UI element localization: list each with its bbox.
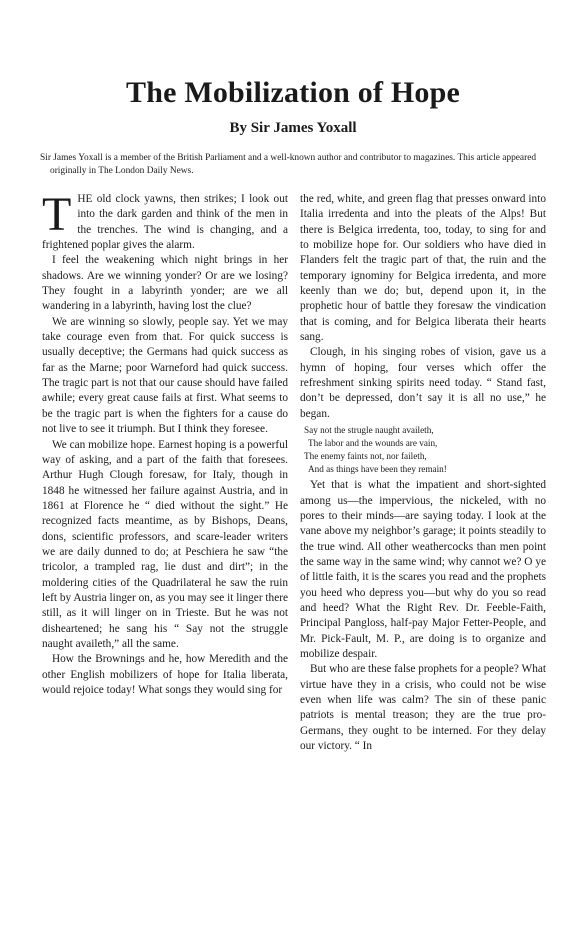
paragraph: the red, white, and green flag that presses onward into Italia irredenta and into the pleats of the Alps! But there is Belgica irredenta, too, today, to sing for and to mobilize hope for. Our soldiers who have died in Flanders felt the tragic part of that, the ruin and the temporary ignominy for Belgica irredenta, and more keenly than we do; but, depend upon it, in the prophetic hour of battle they foresaw the vindication that is coming, and for Belgica liberata their hearts sang.: [300, 193, 546, 344]
verse-quote: [304, 424, 546, 476]
paragraph: Clough, in his singing robes of vision, gave us a hymn of hoping, four verses which offer the refreshment sinking spirits need today. “ Stand fast, don’t be depressed, don’t say it is all no use,” he began.: [300, 346, 546, 420]
paragraph: We can mobilize hope. Earnest hoping is a powerful way of asking, and a part of the faith that foresees. Arthur Hugh Clough foresaw, for Italy, though in 1848 he witnessed her failure against Austria, and in 1861 at Florence he “ died without the sight.” He recognized facts meantime, as by Bishops, Deans, dons, scientific professors, and scare-leader writers we are daily dunned to do; at Peschiera he saw “the tricolor, a trampled rag, lie dust and dirt”; in the moldering cities of the Quadrilateral he saw the ruin left by Austria linger on, as you may see it linger there still, as it will linger on in Trieste. But he was not disheartened; he sang his “ Say not the struggle naught availeth,” all the same.: [42, 438, 288, 650]
article-byline: By Sir James Yoxall: [229, 120, 357, 136]
paragraph-text: HE old clock yawns, then strikes; I look out into the dark garden and think of the men in the trenches. The wind is changing, and a frightened poplar gives the alarm.: [42, 193, 288, 252]
paragraph: But who are these false prophets for a people? What virtue have they in a crisis, who could not be wise even when life was calm? The sin of these panic patriots is mental treason; they are the true pro-Germans, they ought to be interned. For they delay our victory. “ In: [300, 663, 546, 752]
paragraph: Yet that is what the impatient and short-sighted among us—the impervious, the nickeled, with no pores to their minds—are saying today. I look at the vane above my neighbor’s garage; it points steadily to the true wind. All other weathercocks than men point the same way in the same wind; why cannot we? O ye of little faith, it is the scares you read and the prophets you heed who depress you—but why do you so read and heed? What the Right Rev. Dr. Feeble-Faith, Principal Pangloss, half-pay Major Fetter-People, and Mr. Pick-Fault, M. P., are doing is to organize and mobilize despair.: [300, 479, 546, 660]
left-column: [42, 188, 288, 698]
paragraph: How the Brownings and he, how Meredith and the other English mobilizers of hope for Italia liberata, would rejoice today! What songs they would sing for: [42, 653, 288, 696]
verse-line: And as things have been they remain!: [308, 464, 447, 475]
paragraph: [42, 188, 288, 253]
author-note: Sir James Yoxall is a member of the British Parliament and a well-known author and contributor to magazines. This article appeared originally in The London Daily News.: [40, 153, 537, 176]
verse-line: The enemy faints not, nor faileth,: [304, 451, 427, 462]
article-title: The Mobilization of Hope: [126, 76, 460, 109]
paragraph: We are winning so slowly, people say. Yet we may take courage even from that. For quick success is usually deceptive; the Germans had quick success as far as the Marne; poor Warneford had quick success. The tragic part is not that our cause should have failed awhile; every great cause fails at first. What seems to be the tragic part is when the fighters for a cause do not live to see it triumph. But I think they foresee.: [42, 315, 288, 436]
verse-line: Say not the strugle naught availeth,: [304, 425, 434, 436]
drop-cap: T: [42, 188, 72, 241]
right-column: [300, 192, 546, 754]
verse-line: The labor and the wounds are vain,: [308, 438, 438, 449]
paragraph: I feel the weakening which night brings in her shadows. Are we winning yonder? Or are we losing? They fought in a labyrinth yonder; are we all wandering in a labyrinth, having lost the clue?: [42, 254, 288, 313]
